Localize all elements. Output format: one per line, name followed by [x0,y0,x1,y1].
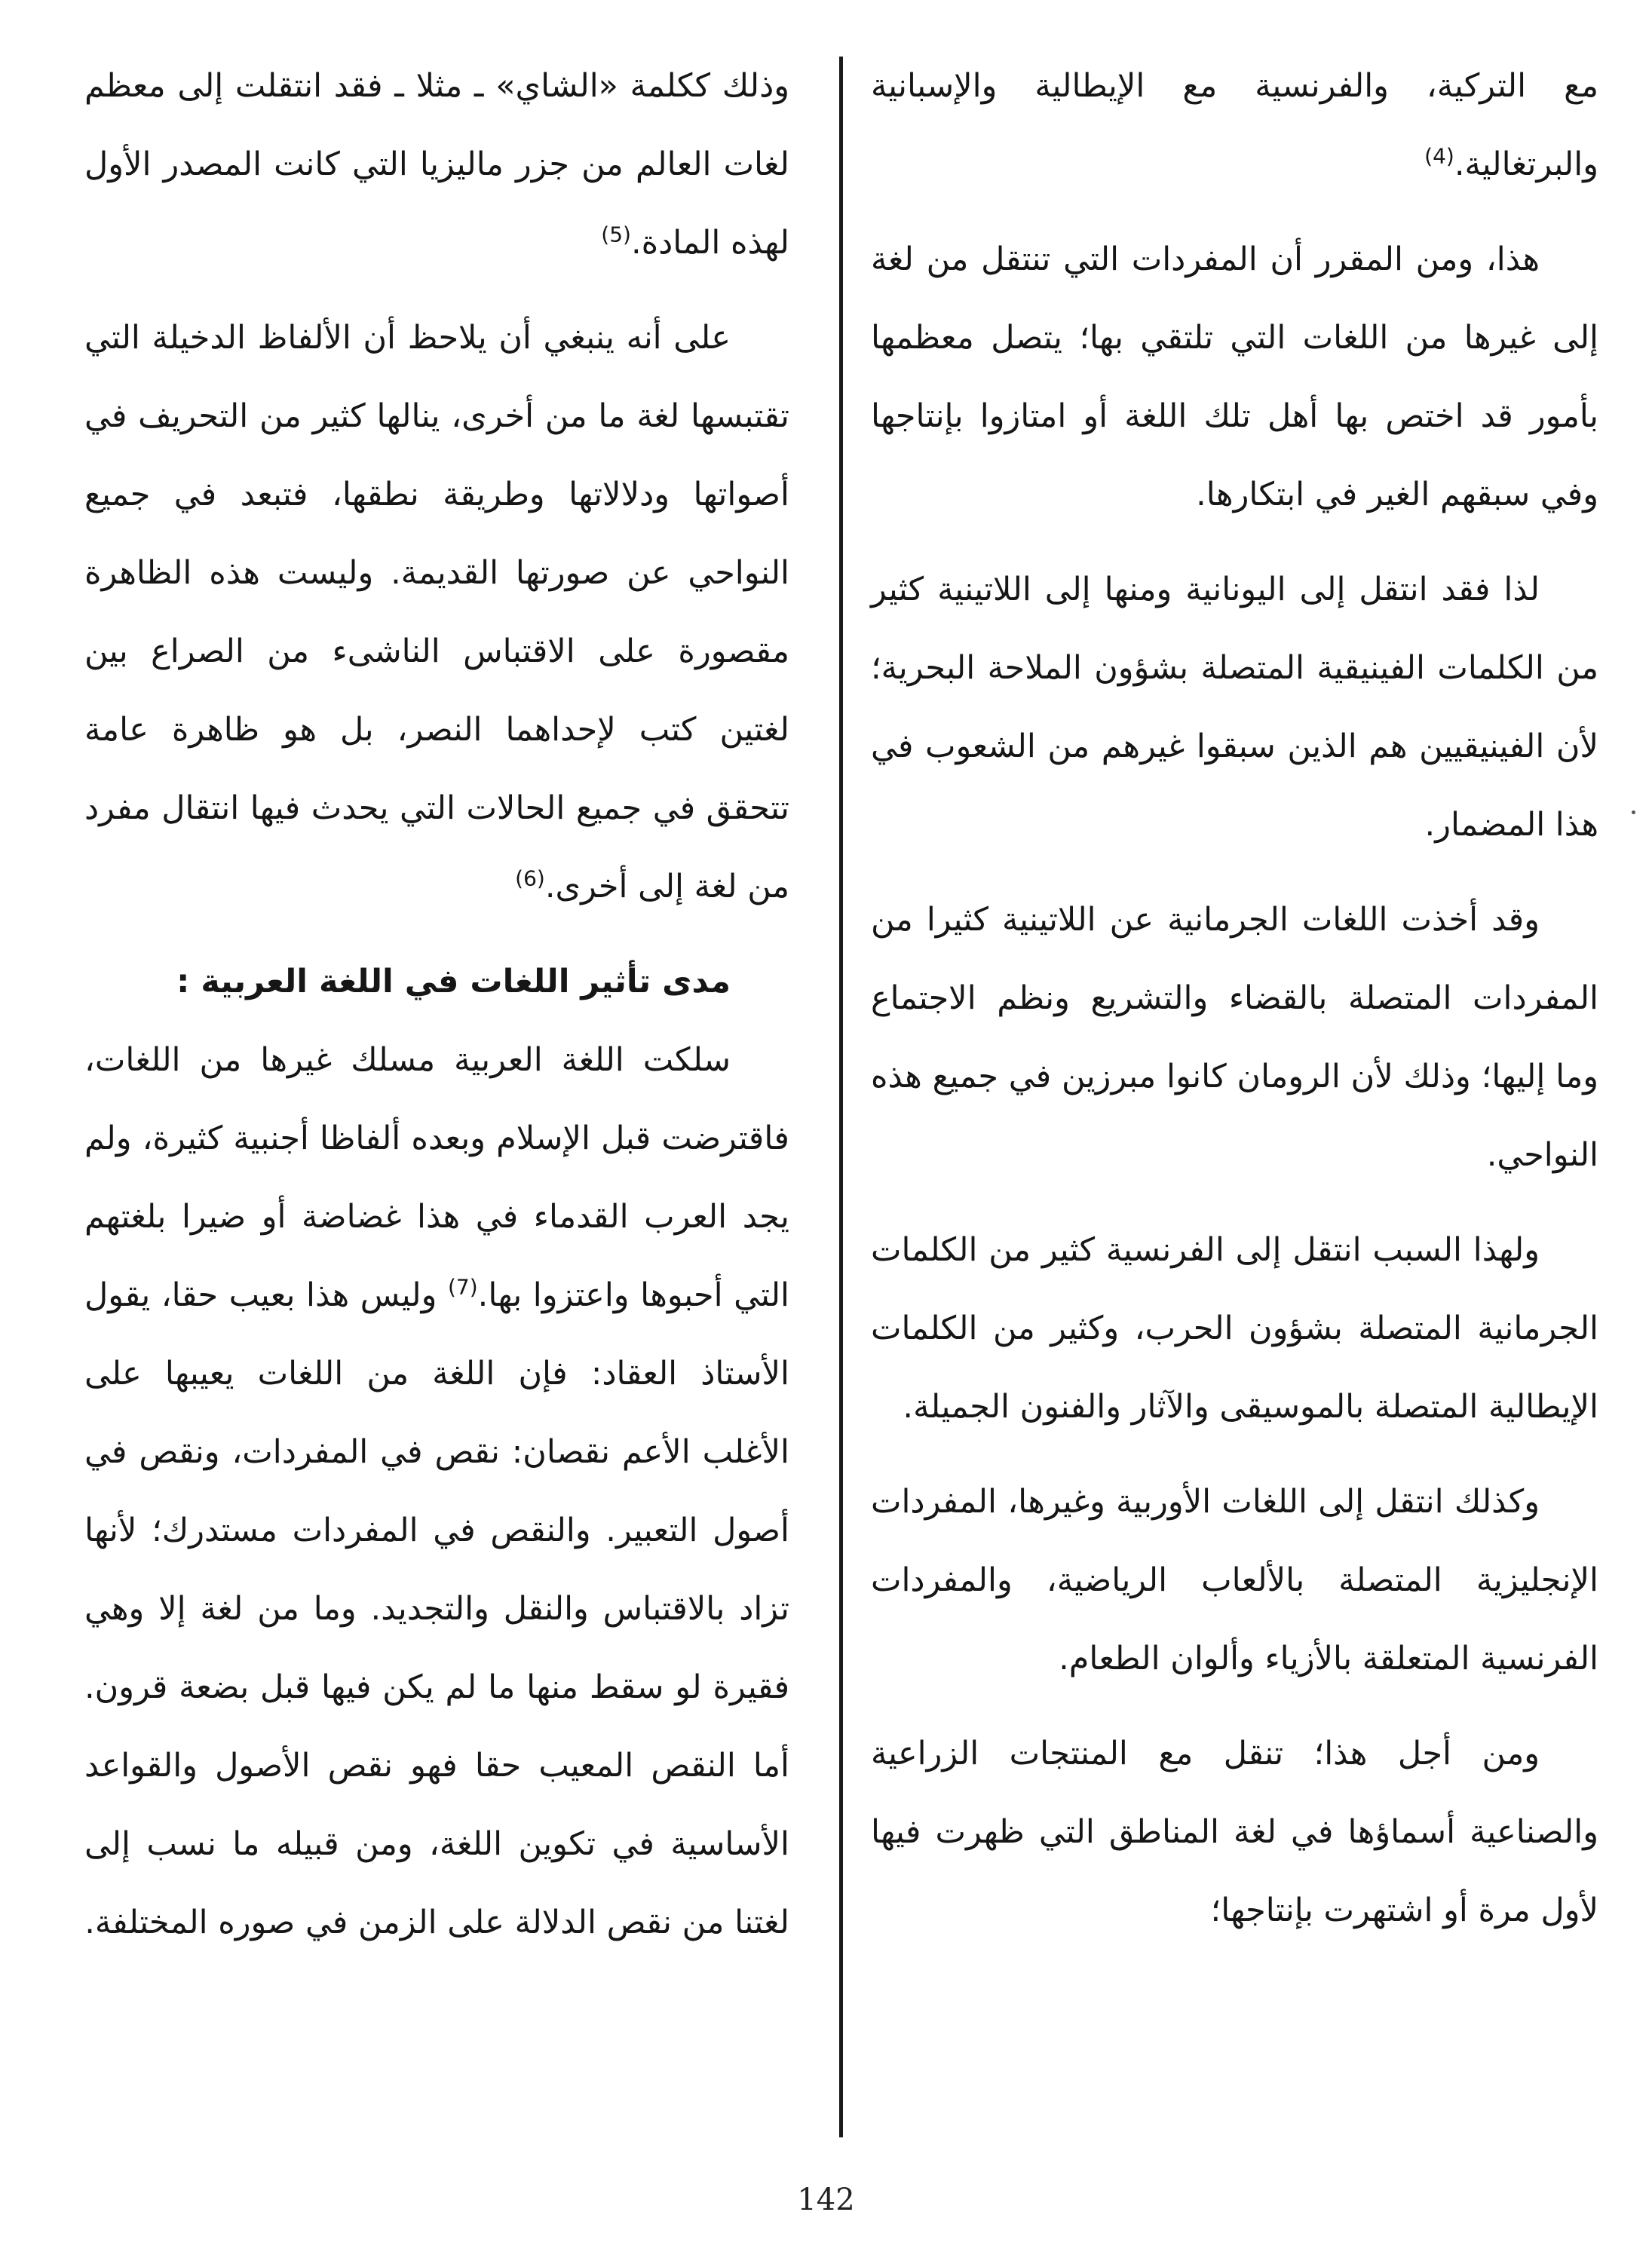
paragraph: هذا، ومن المقرر أن المفردات التي تنتقل من لغة إلى غيرها من اللغات التي تلتقي بها؛ يتصل معظمها بأمور قد اختص بها أهل تلك اللغة أو امتازوا بإنتاجها وفي سبقهم الغير في ابتكارها. [871,241,1598,513]
paragraph: وذلك ككلمة «الشاي» ـ مثلا ـ فقد انتقلت إلى معظم لغات العالم من جزر ماليزيا التي كانت المصدر الأول لهذه المادة.$^{(5)}$ [84,67,789,262]
footnote-ref: (7) [447,1274,478,1300]
scan-speck [1632,810,1635,814]
paragraph: لذا فقد انتقل إلى اليونانية ومنها إلى اللاتينية كثير من الكلمات الفينيقية المتصلة بشؤون الملاحة البحرية؛ لأن الفينيقيين هم الذين سبقوا غيرهم من الشعوب في هذا المضمار. [871,571,1598,844]
column-divider [839,57,843,2137]
paragraph: ولهذا السبب انتقل إلى الفرنسية كثير من الكلمات الجرمانية المتصلة بشؤون الحرب، وكثير من الكلمات الإيطالية المتصلة بالموسيقى والآثار والفنون الجميلة. [871,1231,1598,1426]
footnote-ref: (5) [601,222,631,247]
footnote-ref: (6) [515,866,545,891]
paragraph: وكذلك انتقل إلى اللغات الأوربية وغيرها، المفردات الإنجليزية المتصلة بالألعاب الرياضية، والمفردات الفرنسية المتعلقة بالأزياء وألوان الطعام. [871,1483,1598,1677]
paragraph: وقد أخذت اللغات الجرمانية عن اللاتينية كثيرا من المفردات المتصلة بالقضاء والتشريع ونظم الاجتماع وما إليها؛ وذلك لأن الرومان كانوا مبرزين في جميع هذه النواحي. [871,901,1598,1174]
footnote-ref: (4) [1424,143,1454,169]
page-number: 142 [797,2183,855,2217]
section-heading: مدى تأثير اللغات في اللغة العربية : [176,963,731,1000]
paragraph: سلكت اللغة العربية مسلك غيرها من اللغات، فاقترضت قبل الإسلام وبعده ألفاظا أجنبية كثيرة، ولم يجد العرب القدماء في هذا غضاضة أو ضيرا بلغتهم التي أحبوها واعتزوا بها.$^{(7)}$ وليس هذا بعيب حقا، يقول الأستاذ العقاد: فإن اللغة من اللغات يعيبها على الأغلب الأعم نقصان: نقص في المفردات، ونقص في أصول التعبير. والنقص في المفردات مستدرك؛ لأنها تزاد بالاقتباس والنقل والتجديد. وما من لغة إلا وهي فقيرة لو سقط منها ما لم يكن فيها قبل بضعة قرون. أما النقص المعيب حقا فهو نقص الأصول والقواعد الأساسية في تكوين اللغة، ومن قبيله ما نسب إلى لغتنا من نقص الدلالة على الزمن في صوره المختلفة. [84,1041,789,1941]
left-column [84,47,789,1978]
right-column [871,47,1598,1966]
paragraph: على أنه ينبغي أن يلاحظ أن الألفاظ الدخيلة التي تقتبسها لغة ما من أخرى، ينالها كثير من التحريف في أصواتها ودلالاتها وطريقة نطقها، فتبعد في جميع النواحي عن صورتها القديمة. وليست هذه الظاهرة مقصورة على الاقتباس الناشىء من الصراع بين لغتين كتب لإحداهما النصر، بل هو ظاهرة عامة تتحقق في جميع الحالات التي يحدث فيها انتقال مفرد من لغة إلى أخرى.$^{(6)}$ [84,319,789,905]
paragraph: مع التركية، والفرنسية مع الإيطالية والإسبانية والبرتغالية.$^{(4)}$ [871,67,1598,183]
paragraph: ومن أجل هذا؛ تنقل مع المنتجات الزراعية والصناعية أسماؤها في لغة المناطق التي ظهرت فيها لأول مرة أو اشتهرت بإنتاجها؛ [871,1735,1598,1929]
